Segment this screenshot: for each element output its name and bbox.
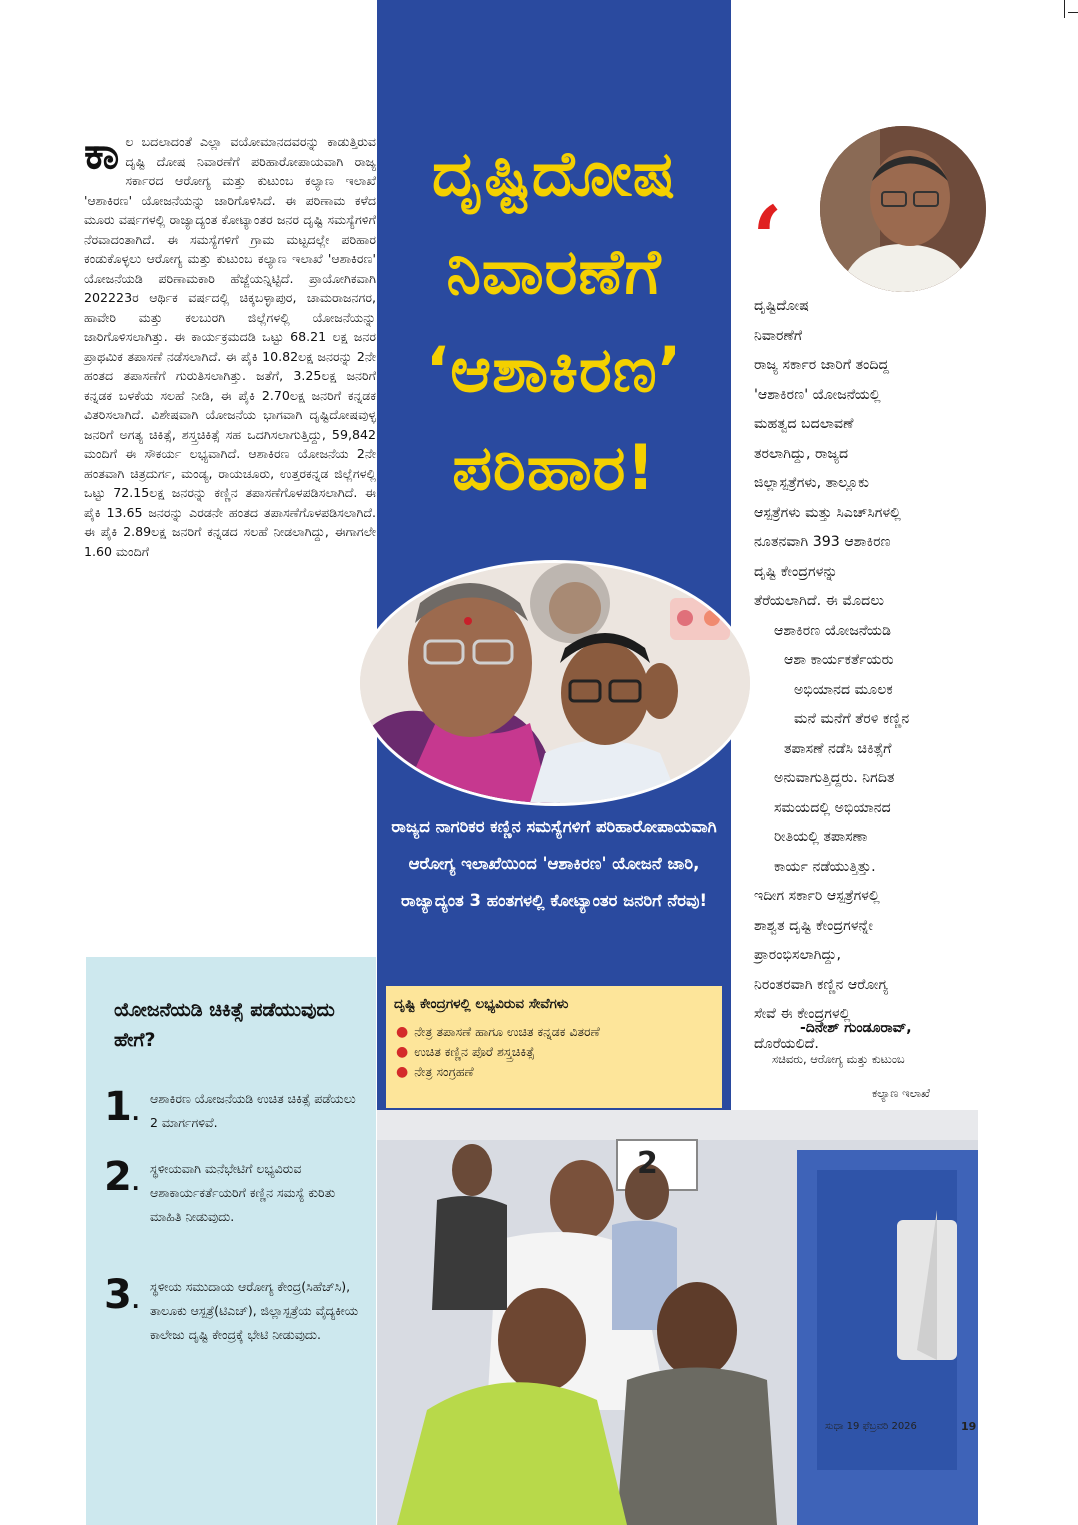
quote-line: ಅಭಿಯಾನದ ಮೂಲಕ: [794, 681, 893, 698]
crop-mark: [1068, 12, 1078, 13]
step-number: 3.: [104, 1272, 140, 1318]
service-label: ನೇತ್ರ ಸಂಗ್ರಹಣೆ: [414, 1064, 474, 1079]
author-department: ಕಲ್ಯಾಣ ಇಲಾಖೆ: [872, 1086, 930, 1100]
step-text: ಸ್ಥಳೀಯ ಸಮುದಾಯ ಆರೋಗ್ಯ ಕೇಂದ್ರ(ಸಿಹೆಚ್‌ಸಿ), ತಾಲೂಕು ಆಸ್ಪತ್ರೆ(ಟಿಎಚ್), ಜಿಲ್ಲಾಸ್ಪತ್ರೆಯ ವೈದ್ಯಕೀಯ ಕಾಲೇಜು ದೃಷ್ಟಿ ಕೇಂದ್ರಕ್ಕೆ ಭೇಟಿ ನೀಡುವುದು.: [150, 1279, 359, 1342]
list-item: [396, 1022, 600, 1042]
headline-line: ದೃಷ್ಟಿದೋಷ: [431, 137, 676, 210]
article-body: ಲ ಬದಲಾದಂತೆ ಎಲ್ಲಾ ವಯೋಮಾನದವರನ್ನು ಕಾಡುತ್ತಿರುವ ದೃಷ್ಟಿ ದೋಷ ನಿವಾರಣೆಗೆ ಪರಿಹಾರೋಪಾಯವಾಗಿ ರಾಜ್ಯ ಸರ್ಕಾರದ ಆರೋಗ್ಯ ಮತ್ತು ಕುಟುಂಬ ಕಲ್ಯಾಣ ಇಲಾಖೆ 'ಆಶಾಕಿರಣ' ಯೋಜನೆಯನ್ನು ಜಾರಿಗೊಳಿಸಿದೆ. ಈ ಪರಿಣಾಮ ಕಳೆದ ಮೂರು ವರ್ಷಗಳಲ್ಲಿ ರಾಜ್ಯಾದ್ಯಂತ ಕೋಟ್ಯಾಂತರ ಜನರ ದೃಷ್ಟಿ ಸಮಸ್ಯೆಗಳಿಗೆ ನೆರವಾದಂತಾಗಿದೆ. ಈ ಸಮಸ್ಯೆಗಳಿಗೆ ಗ್ರಾಮ ಮಟ್ಟದಲ್ಲೇ ಪರಿಹಾರ ಕಂಡುಕೊಳ್ಳಲು ಆರೋಗ್ಯ ಮತ್ತು ಕುಟುಂಬ ಕಲ್ಯಾಣ ಇಲಾಖೆ 'ಆಶಾಕಿರಣ' ಯೋಜನೆಯಡಿ ಪರಿಣಾಮಕಾರಿ ಹೆಜ್ಜೆಯನ್ನಿಟ್ಟಿದೆ. ಪ್ರಾಯೋಗಿಕವಾಗಿ 202223ರ ಆರ್ಥಿಕ ವರ್ಷದಲ್ಲಿ ಚಿಕ್ಕಬಳ್ಳಾಪುರ, ಚಾಮರಾಜನಗರ, ಹಾವೇರಿ ಮತ್ತು ಕಲಬುರಗಿ ಜಿಲ್ಲೆಗಳಲ್ಲಿ ಯೋಜನೆಯನ್ನು ಜಾರಿಗೊಳಿಸಲಾಗಿತ್ತು. ಈ ಕಾರ್ಯಕ್ರಮದಡಿ ಒಟ್ಟು 68.21 ಲಕ್ಷ ಜನರ ಪ್ರಾಥಮಿಕ ತಪಾಸಣೆ ನಡೆಸಲಾಗಿದೆ. ಈ ಪೈಕಿ 10.82ಲಕ್ಷ ಜನರನ್ನು 2ನೇ ಹಂತದ ತಪಾಸಣೆಗೆ ಗುರುತಿಸಲಾಗಿತ್ತು. ಜತೆಗೆ, 3.25ಲಕ್ಷ ಜನರಿಗೆ ಕನ್ನಡಕ ಬಳಕೆಯ ಸಲಹೆ ನೀಡಿ, ಈ ಪೈಕಿ 2.70ಲಕ್ಷ ಜನರಿಗೆ ಕನ್ನಡಕ ವಿತರಿಸಲಾಗಿದೆ. ವಿಶೇಷವಾಗಿ ಯೋಜನೆಯ ಭಾಗವಾಗಿ ದೃಷ್ಟಿದೋಷವುಳ್ಳ ಜನರಿಗೆ ಅಗತ್ಯ ಚಿಕಿತ್ಸೆ, ಶಸ್ತ್ರಚಿಕಿತ್ಸೆ ಸಹ ಒದಗಿಸಲಾಗುತ್ತಿದ್ದು, 59,842 ಮಂದಿಗೆ ಈ ಸೌಕರ್ಯ ಲಭ್ಯವಾಗಿದೆ. ಆಶಾಕಿರಣ ಯೋಜನೆಯ 2ನೇ ಹಂತವಾಗಿ ಚಿತ್ರದುರ್ಗ, ಮಂಡ್ಯ, ರಾಯಚೂರು, ಉತ್ತರಕನ್ನಡ ಜಿಲ್ಲೆಗಳಲ್ಲಿ ಒಟ್ಟು 72.15ಲಕ್ಷ ಜನರನ್ನು ಕಣ್ಣಿನ ತಪಾಸಣೆಗೊಳಪಡಿಸಲಾಗಿದೆ. ಈ ಪೈಕಿ 13.65 ಜನರನ್ನು ಎರಡನೇ ಹಂತದ ತಪಾಸಣೆಗೊಳಪಡಿಸಲಾಗಿದೆ. ಈ ಪೈಕಿ 2.89ಲಕ್ಷ ಜನರಿಗೆ ಕನ್ನಡದ ಸಲಹೆ ನೀಡಲಾಗಿದ್ದು, ಈಗಾಗಲೇ 1.60 ಮಂದಿಗೆ: [84, 134, 376, 559]
quote-line: ಇದೀಗ ಸರ್ಕಾರಿ ಆಸ್ಪತ್ರೆಗಳಲ್ಲಿ: [754, 888, 880, 904]
quote-line: ರೀತಿಯಲ್ಲಿ ತಪಾಸಣಾ: [774, 829, 868, 845]
quote-line: ಮನೆ ಮನೆಗೆ ತೆರಳಿ ಕಣ್ಣಿನ: [794, 711, 910, 727]
quote-line: ದೊರೆಯಲಿದೆ.: [754, 1035, 819, 1052]
quote-author: -ದಿನೇಶ್ ಗುಂಡೂರಾವ್,: [800, 1020, 912, 1036]
quote-line: ಸೇವೆ ಈ ಕೇಂದ್ರಗಳಲ್ಲಿ: [754, 1006, 851, 1022]
quote-line: ದೃಷ್ಟಿದೋಷ: [754, 298, 809, 314]
bullet-icon: ●: [396, 1044, 409, 1060]
summary-blurb: ರಾಜ್ಯದ ನಾಗರಿಕರ ಕಣ್ಣಿನ ಸಮಸ್ಯೆಗಳಿಗೆ ಪರಿಹಾರೋಪಾಯವಾಗಿ ಆರೋಗ್ಯ ಇಲಾಖೆಯಿಂದ 'ಆಶಾಕಿರಣ' ಯೋಜನೆ ಜಾರಿ, ರಾಜ್ಯಾದ್ಯಂತ 3 ಹಂತಗಳಲ್ಲಿ ಕೋಟ್ಯಾಂತರ ಜನರಿಗೆ ನೆರವು!: [391, 817, 717, 910]
headline-line: ‘ಆಶಾಕಿರಣ’: [425, 333, 683, 406]
quote-line: ಅನುವಾಗುತ್ತಿದ್ದರು. ನಿಗದಿತ: [774, 770, 895, 786]
services-title: ದೃಷ್ಟಿ ಕೇಂದ್ರಗಳಲ್ಲಿ ಲಭ್ಯವಿರುವ ಸೇವೆಗಳು: [394, 996, 569, 1012]
headline-line: ಪರಿಹಾರ!: [452, 431, 656, 504]
crop-mark: [1064, 0, 1065, 18]
step-text: ಸ್ಥಳೀಯವಾಗಿ ಮನೆಭೇಟಿಗೆ ಲಭ್ಯವಿರುವ ಆಶಾಕಾರ್ಯಕರ್ತೆಯರಿಗೆ ಕಣ್ಣಿನ ಸಮಸ್ಯೆ ಕುರಿತು ಮಾಹಿತಿ ನೀಡುವುದು.: [150, 1161, 336, 1224]
quote-line: ನಿವಾರಣೆಗೆ: [754, 327, 803, 344]
headline-line: ನಿವಾರಣೆಗೆ: [446, 235, 662, 308]
quote-mark-icon: ‘: [752, 186, 783, 290]
list-item: [396, 1042, 600, 1062]
photo-scene: [377, 1110, 978, 1525]
bullet-icon: ●: [396, 1064, 409, 1080]
infobox-title: ಯೋಜನೆಯಡಿ ಚಿಕಿತ್ಸೆ ಪಡೆಯುವುದು ಹೇಗೆ?: [114, 999, 335, 1051]
quote-line: ಶಾಶ್ವತ ದೃಷ್ಟಿ ಕೇಂದ್ರಗಳನ್ನೇ: [754, 917, 873, 934]
quote-line: ಪ್ರಾರಂಭಿಸಲಾಗಿದ್ದು,: [754, 947, 842, 963]
minister-portrait: [820, 126, 986, 292]
quote-line: ಕಾರ್ಯ ನಡೆಯುತ್ತಿತ್ತು.: [774, 858, 876, 875]
quote-line: ಜಿಲ್ಲಾಸ್ಪತ್ರೆಗಳು, ತಾಲ್ಲೂಕು: [754, 475, 870, 491]
services-list: [396, 1022, 600, 1082]
how-to-avail-box: [86, 957, 376, 1525]
quote-line: ಆಶಾ ಕಾರ್ಯಕರ್ತೆಯರು: [784, 652, 894, 668]
service-label: ಉಚಿತ ಕಣ್ಣಿನ ಪೊರೆ ಶಸ್ತ್ರಚಿಕಿತ್ಸೆ: [414, 1044, 535, 1059]
quote-line: ನೂತನವಾಗಿ 393 ಆಶಾಕಿರಣ: [754, 534, 891, 550]
main-article: [84, 128, 376, 561]
step-digit: 1: [104, 1084, 132, 1130]
services-box: [386, 986, 722, 1108]
eye-checkup-photo: [377, 1110, 978, 1525]
bullet-icon: ●: [396, 1024, 409, 1040]
step-text: ಆಶಾಕಿರಣ ಯೋಜನೆಯಡಿ ಉಚಿತ ಚಿಕಿತ್ಸೆ ಪಡೆಯಲು 2 ಮಾರ್ಗಗಳಿವೆ.: [150, 1091, 356, 1130]
list-item: [396, 1062, 600, 1082]
quote-line: ದೃಷ್ಟಿ ಕೇಂದ್ರಗಳನ್ನು: [754, 563, 838, 580]
minister-quote: [754, 292, 984, 1059]
quote-line: ಆಶಾಕಿರಣ ಯೋಜನೆಯಡಿ: [774, 622, 892, 639]
quote-line: ತೆರೆಯಲಾಗಿದೆ. ಈ ಮೊದಲು: [754, 593, 885, 609]
footer-issue: ಸುಧಾ 19 ಫೆಬ್ರವರಿ 2026: [825, 1421, 917, 1432]
headline: [380, 125, 728, 517]
quote-line: ನಿರಂತರವಾಗಿ ಕಣ್ಣಿನ ಆರೋಗ್ಯ: [754, 976, 889, 993]
quote-line: 'ಆಶಾಕಿರಣ' ಯೋಜನೆಯಲ್ಲಿ: [754, 386, 881, 403]
quote-line: ಆಸ್ಪತ್ರೆಗಳು ಮತ್ತು ಸಿಎಚ್‌ಸಿಗಳಲ್ಲಿ: [754, 504, 901, 521]
quote-line: ರಾಜ್ಯ ಸರ್ಕಾರ ಜಾರಿಗೆ ತಂದಿದ್ದ: [754, 357, 890, 373]
step-digit: 2: [104, 1154, 132, 1200]
page-number: 19: [961, 1420, 977, 1433]
quote-line: ತಪಾಸಣೆ ನಡೆಸಿ ಚಿಕಿತ್ಸೆಗೆ: [784, 740, 892, 757]
step-number: 1.: [104, 1084, 140, 1130]
quote-line: ತರಲಾಗಿದ್ದು, ರಾಜ್ಯದ: [754, 445, 849, 462]
service-label: ನೇತ್ರ ತಪಾಸಣೆ ಹಾಗೂ ಉಚಿತ ಕನ್ನಡಕ ವಿತರಣೆ: [414, 1024, 600, 1039]
photo-illustration: [360, 563, 750, 803]
elderly-woman-and-child-photo: [357, 560, 753, 806]
quote-line: ಮಹತ್ವದ ಬದಲಾವಣೆ: [754, 416, 854, 432]
room-sign: 2: [637, 1146, 658, 1181]
author-role: ಸಚಿವರು, ಆರೋಗ್ಯ ಮತ್ತು ಕುಟುಂಬ: [772, 1052, 905, 1066]
portrait-illustration: [820, 126, 986, 292]
drop-cap: ಕಾ: [84, 128, 120, 179]
quote-line: ಸಮಯದಲ್ಲಿ ಅಭಿಯಾನದ: [774, 799, 891, 816]
step-number: 2.: [104, 1154, 140, 1200]
step-digit: 3: [104, 1272, 132, 1318]
